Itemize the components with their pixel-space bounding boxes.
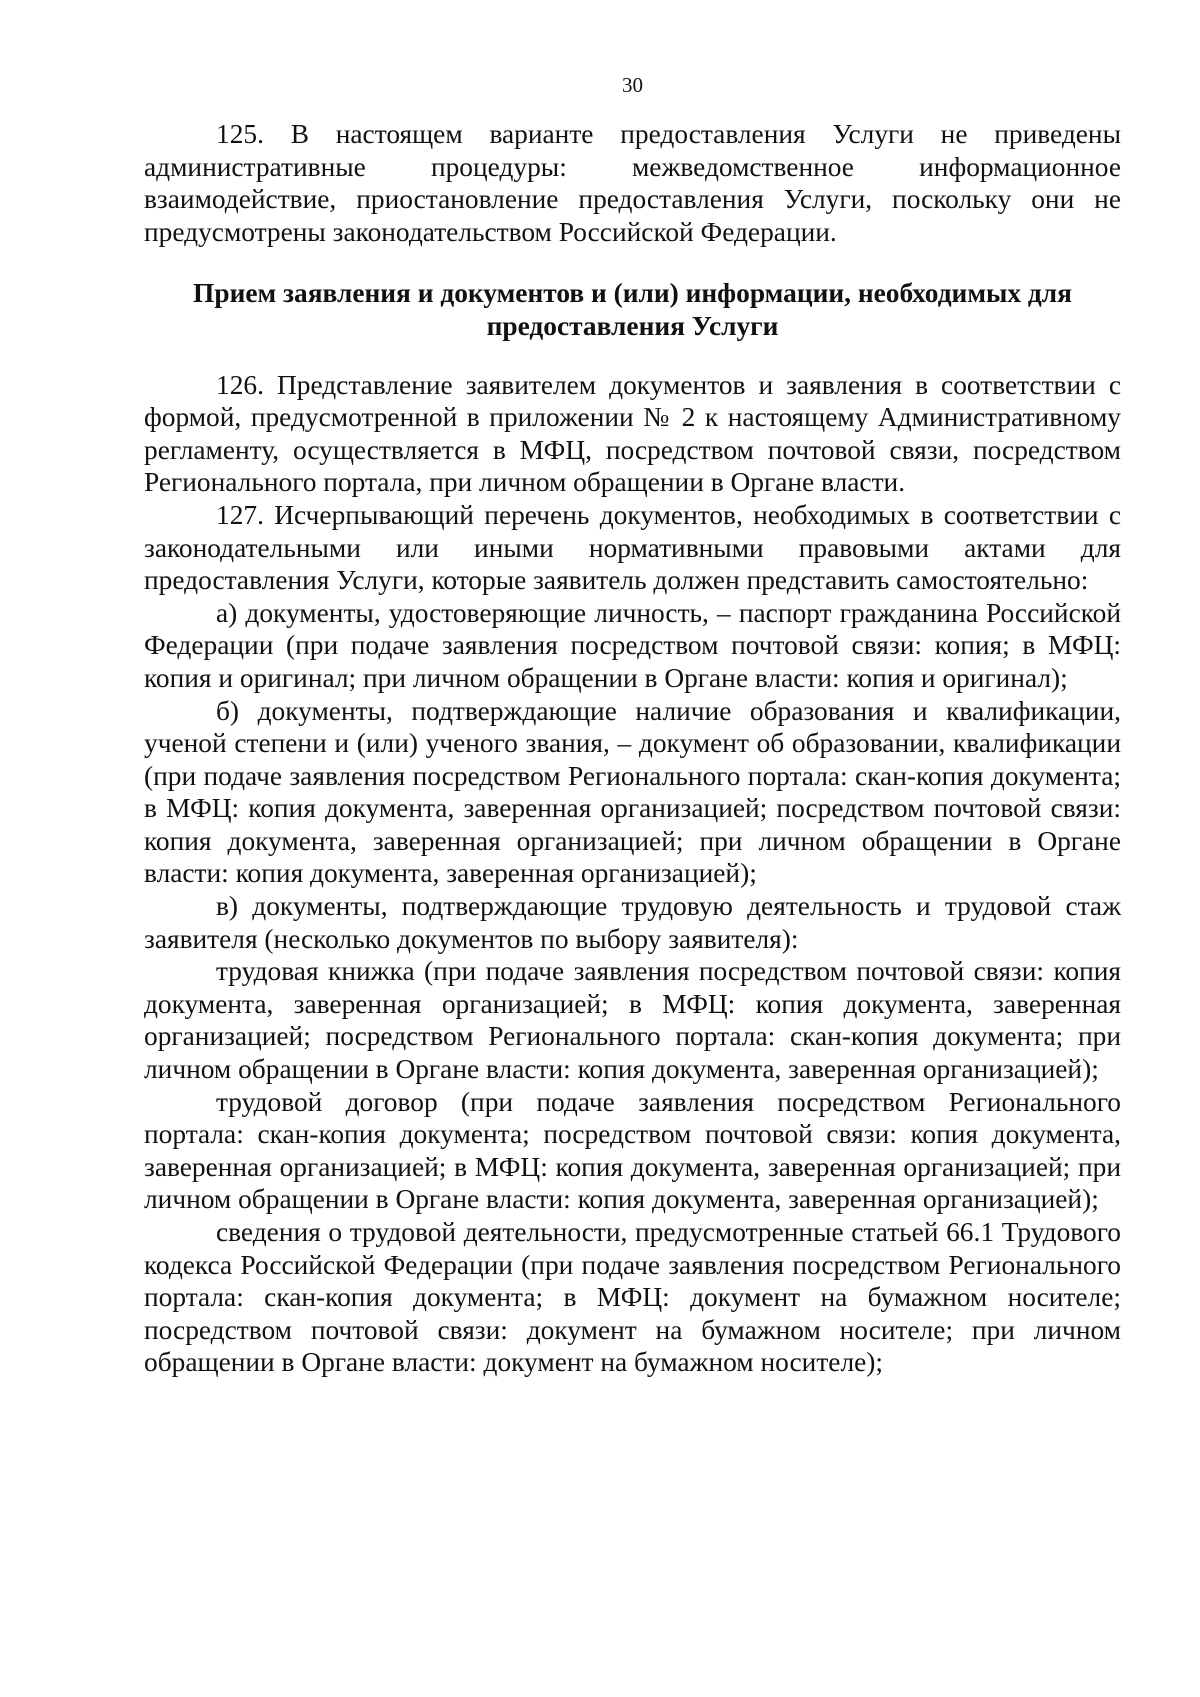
sub-item-work-records: сведения о трудовой деятельности, предусмотренные статьей 66.1 Трудового кодекса Российской Федерации (при подаче заявления посредством Регионального портала: скан-копия документа; в МФЦ: документ на бумажном носителе; посредством почтовой связи: документ на бумажном носителе; при личном обращении в Органе власти: документ на бумажном носителе); — [144, 1217, 1121, 1378]
section-heading — [144, 277, 1121, 342]
page-number: 30 — [622, 73, 643, 97]
section-heading-line-1: Прием заявления и документов и (или) информации, необходимых для — [193, 278, 1072, 309]
paragraph-125: 125. В настоящем варианте предоставления Услуги не приведены административные процедуры: межведомственное информационное взаимодействие, приостановление предоставления Услуги, поскольку они не предусмотрены законодательством Российской Федерации. — [144, 119, 1121, 247]
section-heading-line-2: предоставления Услуги — [486, 310, 779, 341]
list-item-b: б) документы, подтверждающие наличие образования и квалификации, ученой степени и (или) ученого звания, – документ об образовании, квалификации (при подаче заявления посредством Регионального портала: скан-копия документа; в МФЦ: копия документа, заверенная организацией; посредством почтовой связи: копия документа, заверенная организацией; при личном обращении в Органе власти: копия документа, заверенная организацией); — [144, 695, 1121, 889]
sub-item-work-book: трудовая книжка (при подаче заявления посредством почтовой связи: копия документа, заверенная организацией; в МФЦ: копия документа, заверенная организацией; посредством Регионального портала: скан-копия документа; при личном обращении в Органе власти: копия документа, заверенная организацией); — [144, 956, 1121, 1085]
list-item-a: а) документы, удостоверяющие личность, – паспорт гражданина Российской Федерации (при подаче заявления посредством почтовой связи: копия; в МФЦ: копия и оригинал; при личном обращении в Органе власти: копия и оригинал); — [144, 597, 1121, 693]
paragraph-127: 127. Исчерпывающий перечень документов, необходимых в соответствии с законодательными или иными нормативными правовыми актами для предоставления Услуги, которые заявитель должен представить самостоятельно: — [144, 499, 1121, 596]
document-body — [144, 118, 1121, 1379]
list-item-v: в) документы, подтверждающие трудовую деятельность и трудовой стаж заявителя (несколько документов по выбору заявителя): — [144, 891, 1121, 954]
paragraph-126: 126. Представление заявителем документов и заявления в соответствии с формой, предусмотренной в приложении № 2 к настоящему Административному регламенту, осуществляется в МФЦ, посредством почтовой связи, посредством Регионального портала, при личном обращении в Органе власти. — [144, 369, 1121, 498]
sub-item-employment-contract: трудовой договор (при подаче заявления посредством Регионального портала: скан-копия документа; посредством почтовой связи: копия документа, заверенная организацией; в МФЦ: копия документа, заверенная организацией; при личном обращении в Органе власти: копия документа, заверенная организацией); — [144, 1086, 1121, 1215]
